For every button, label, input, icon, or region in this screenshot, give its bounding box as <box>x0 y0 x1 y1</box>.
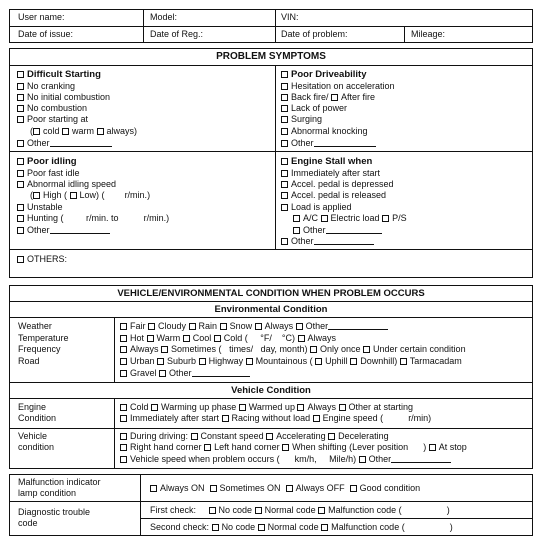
option-label: Always <box>264 321 294 331</box>
option-label: Downhill) <box>360 356 398 366</box>
header-divider <box>9 26 533 27</box>
option-label: Cool <box>192 333 212 343</box>
vehicle-section-title: VEHICLE/ENVIRONMENTAL CONDITION WHEN PROBLEM OCCURS <box>117 288 425 299</box>
lack-of-power-option[interactable] <box>281 103 347 114</box>
option-label: Accel. pedal is depressed <box>291 179 394 189</box>
option-label: Other <box>303 225 326 235</box>
checkbox[interactable] <box>17 181 24 188</box>
poor-fast-idle-option[interactable] <box>17 168 80 179</box>
checkbox[interactable] <box>17 227 24 234</box>
checkbox-high[interactable] <box>33 192 40 199</box>
option-label: Hot <box>130 333 145 343</box>
symptoms-others-divider <box>9 249 533 250</box>
option-label: Hesitation on acceleration <box>291 81 395 91</box>
checkbox-cold[interactable] <box>120 404 127 411</box>
checkbox-ps[interactable] <box>382 215 389 222</box>
option-label: No code <box>221 522 256 532</box>
road-options-2 <box>120 368 250 379</box>
option-label: Warming up phase <box>161 402 237 412</box>
vehicle-options-row1 <box>120 431 389 442</box>
option-label: Lack of power <box>291 103 348 113</box>
option-label: Hunting ( <box>27 213 64 223</box>
abnormal-idling-speed-option[interactable] <box>17 179 116 190</box>
option-label: Sometimes ON <box>219 483 281 493</box>
option-label: Suburb <box>167 356 197 366</box>
mileage-label: Mileage: <box>411 29 446 39</box>
checkbox[interactable] <box>281 128 288 135</box>
checkbox-warming-up[interactable] <box>151 404 158 411</box>
difficult-starting-heading: Difficult Starting <box>27 69 101 80</box>
engine-stall-option[interactable] <box>281 156 372 167</box>
option-label: Engine speed ( <box>322 413 384 423</box>
load-applied-option[interactable] <box>281 202 352 213</box>
checkbox[interactable] <box>17 105 24 112</box>
paren: ( <box>30 190 33 200</box>
option-label: Rain <box>198 321 218 331</box>
paren: ) <box>446 505 450 515</box>
difficult-starting-option[interactable] <box>17 69 101 80</box>
checkbox-during-driving[interactable] <box>120 433 127 440</box>
checkbox-tarmacadam[interactable] <box>400 358 407 365</box>
option-label: Urban <box>130 356 155 366</box>
header-col-divider <box>143 9 144 26</box>
checkbox-hot[interactable] <box>120 335 127 342</box>
back-fire-option[interactable] <box>281 92 375 103</box>
option-label: OTHERS: <box>27 254 68 264</box>
checkbox[interactable] <box>281 83 288 90</box>
surging-option[interactable] <box>281 114 322 125</box>
second-check-row <box>150 522 453 533</box>
option-label: Cloudy <box>158 321 187 331</box>
option-label: P/S <box>392 213 407 223</box>
checkbox-good-condition[interactable] <box>350 485 357 492</box>
temperature-label: Temperature <box>18 333 69 343</box>
option-label: Warm <box>156 333 181 343</box>
checkbox-urban[interactable] <box>120 358 127 365</box>
checkbox-always[interactable] <box>297 404 304 411</box>
option-label: No initial combustion <box>27 92 111 102</box>
vehicle-options-row3 <box>120 454 451 465</box>
road-label: Road <box>18 356 40 366</box>
option-label: No code <box>218 505 253 515</box>
option-label: Normal code <box>264 505 316 515</box>
option-label: Racing without load <box>231 413 311 423</box>
unstable-option[interactable] <box>17 202 63 213</box>
option-label: Other <box>291 236 314 246</box>
unit-label: r/min. to <box>86 213 119 223</box>
symptoms-title-divider <box>9 65 533 66</box>
option-label: Other at starting <box>348 402 414 412</box>
unit-label: km/h, <box>294 454 317 464</box>
option-label: High ( <box>43 190 68 200</box>
other-blank[interactable] <box>328 322 388 330</box>
poor-starting-conditions <box>30 126 137 137</box>
first-check-label: First check: <box>150 505 197 515</box>
other-blank[interactable] <box>50 139 112 147</box>
option-label: Cold ( <box>223 333 248 343</box>
checkbox-no-code[interactable] <box>209 507 216 514</box>
option-label: Abnormal knocking <box>291 126 368 136</box>
option-label: Abnormal idling speed <box>27 179 117 189</box>
option-label: warm <box>72 126 95 136</box>
option-label: cold <box>43 126 60 136</box>
environmental-condition-title: Environmental Condition <box>214 304 328 315</box>
dtc-label: Diagnostic trouble <box>18 507 91 517</box>
load-options <box>293 213 407 224</box>
option-label: Other <box>305 321 329 331</box>
date-of-issue-label: Date of issue: <box>18 29 74 39</box>
poor-idling-option[interactable] <box>17 156 77 167</box>
unit-label: °C) <box>281 333 296 343</box>
checkbox-vehicle-other[interactable] <box>359 456 366 463</box>
option-label: Snow <box>229 321 253 331</box>
other-blank[interactable] <box>314 139 376 147</box>
symptoms-col-divider <box>275 65 276 249</box>
checkbox-sometimes[interactable] <box>161 346 168 353</box>
option-label: During driving: <box>130 431 189 441</box>
checkbox-constant-speed[interactable] <box>191 433 198 440</box>
checkbox-at-stop[interactable] <box>429 444 436 451</box>
checkbox-cold[interactable] <box>214 335 221 342</box>
option-label: Sometimes ( <box>171 344 222 354</box>
no-combustion-option[interactable] <box>17 103 87 114</box>
checkbox-normal-code[interactable] <box>258 524 265 531</box>
other-blank[interactable] <box>314 237 374 245</box>
checkbox[interactable] <box>281 105 288 112</box>
checkbox-when-shifting[interactable] <box>282 444 289 451</box>
checkbox-sometimes-on[interactable] <box>210 485 217 492</box>
checkbox-other-at-starting[interactable] <box>339 404 346 411</box>
engine-options-row2 <box>120 413 431 424</box>
option-label: Uphill <box>325 356 348 366</box>
mil-label: Malfunction indicator <box>18 477 101 487</box>
col-divider <box>114 398 115 469</box>
option-label: Other <box>169 368 192 378</box>
checkbox-gravel[interactable] <box>120 370 127 377</box>
col-divider <box>114 317 115 382</box>
option-label: Other <box>27 225 50 235</box>
option-label: Other <box>291 138 314 148</box>
row-divider <box>9 382 533 383</box>
option-label: Surging <box>291 114 323 124</box>
option-label: Other <box>27 138 50 148</box>
option-label: Only once <box>319 344 361 354</box>
road-options <box>120 356 462 367</box>
checkbox-rain[interactable] <box>189 323 196 330</box>
checkbox-downhill[interactable] <box>350 358 357 365</box>
vehicle-options-row2 <box>120 442 467 453</box>
temperature-options <box>120 333 336 344</box>
frequency-label: Frequency <box>18 344 61 354</box>
weather-options <box>120 321 388 332</box>
checkbox-suburb[interactable] <box>157 358 164 365</box>
checkbox-cool[interactable] <box>183 335 190 342</box>
unit-label: Mile/h) <box>329 454 357 464</box>
option-label: Gravel <box>130 368 157 378</box>
checkbox-always[interactable] <box>255 323 262 330</box>
checkbox-malfunction-code[interactable] <box>318 507 325 514</box>
other-blank[interactable] <box>50 226 110 234</box>
option-label: Other <box>368 454 392 464</box>
mil-options <box>150 483 420 494</box>
immediately-after-start-option[interactable] <box>281 168 380 179</box>
problem-symptoms-title: PROBLEM SYMPTOMS <box>216 51 326 62</box>
poor-driveability-option[interactable] <box>281 69 367 80</box>
checkbox[interactable] <box>293 227 300 234</box>
row-divider <box>9 317 533 318</box>
checkbox-fair[interactable] <box>120 323 127 330</box>
checkbox-no-code[interactable] <box>212 524 219 531</box>
checkbox[interactable] <box>281 94 288 101</box>
checkbox-left-corner[interactable] <box>204 444 211 451</box>
checkbox-cloudy[interactable] <box>148 323 155 330</box>
load-other-option[interactable] <box>293 225 382 236</box>
unit-label: r/min.) <box>124 190 151 200</box>
checkbox[interactable] <box>281 158 288 165</box>
checkbox-temp-always[interactable] <box>298 335 305 342</box>
checkbox[interactable] <box>281 140 288 147</box>
stall-other-option[interactable] <box>281 236 374 247</box>
option-label: Low) ( <box>79 190 105 200</box>
abnormal-knocking-option[interactable] <box>281 126 368 137</box>
checkbox[interactable] <box>17 83 24 90</box>
option-label: No cranking <box>27 81 76 91</box>
unit-label: r/min) <box>408 413 432 423</box>
unit-label: °F/ <box>260 333 272 343</box>
vehicle-condition-label: condition <box>18 442 55 452</box>
first-check-row <box>150 505 450 516</box>
checkbox-highway[interactable] <box>199 358 206 365</box>
checkbox-right-corner[interactable] <box>120 444 127 451</box>
user-name-label: User name: <box>18 12 65 22</box>
option-label: Unstable <box>27 202 63 212</box>
no-cranking-option[interactable] <box>17 81 75 92</box>
option-label: Immediately after start <box>291 168 381 178</box>
checkbox[interactable] <box>17 116 24 123</box>
accel-released-option[interactable] <box>281 190 386 201</box>
option-label: Always ON <box>160 483 205 493</box>
accel-depressed-option[interactable] <box>281 179 394 190</box>
option-label: A/C <box>303 213 319 223</box>
engine-options-row1 <box>120 402 413 413</box>
other-blank[interactable] <box>192 369 250 377</box>
engine-stall-heading: Engine Stall when <box>291 156 373 167</box>
checkbox[interactable] <box>17 204 24 211</box>
paren: ) <box>423 442 427 452</box>
engine-condition-label: Condition <box>18 413 57 423</box>
other-blank[interactable] <box>391 455 451 463</box>
option-label: Cold <box>130 402 149 412</box>
poor-driveability-heading: Poor Driveability <box>291 69 367 80</box>
poor-starting-option[interactable] <box>17 114 88 125</box>
option-label: Normal code <box>267 522 319 532</box>
option-label: Immediately after start <box>130 413 220 423</box>
hesitation-option[interactable] <box>281 81 395 92</box>
checkbox-accelerating[interactable] <box>266 433 273 440</box>
vehicle-label: Vehicle <box>18 431 48 441</box>
checkbox-only-once[interactable] <box>310 346 317 353</box>
date-of-problem-label: Date of problem: <box>281 29 348 39</box>
checkbox[interactable] <box>281 116 288 123</box>
idling-speed-conditions <box>30 190 150 201</box>
model-label: Model: <box>150 12 178 22</box>
checkbox-vehicle-speed[interactable] <box>120 456 127 463</box>
checkbox-malfunction-code[interactable] <box>321 524 328 531</box>
dtc-label-2: code <box>18 518 38 528</box>
checkbox[interactable] <box>281 204 288 211</box>
idling-other-option[interactable] <box>17 225 110 236</box>
option-label: After fire <box>341 92 376 102</box>
option-label: Accelerating <box>276 431 326 441</box>
mil-label-2: lamp condition <box>18 488 77 498</box>
checkbox-road-other[interactable] <box>159 370 166 377</box>
unit-label: day, month) <box>260 344 308 354</box>
option-label: Highway <box>208 356 244 366</box>
checkbox-electric[interactable] <box>321 215 328 222</box>
checkbox-freq-always[interactable] <box>120 346 127 353</box>
checkbox-cold[interactable] <box>33 128 40 135</box>
checkbox[interactable] <box>17 170 24 177</box>
unit-label: times/ <box>229 344 254 354</box>
option-label: When shifting (Lever position <box>292 442 409 452</box>
difficult-starting-other-option[interactable] <box>17 138 112 149</box>
header-col-divider <box>275 9 276 43</box>
option-label: Poor starting at <box>27 114 89 124</box>
driveability-other-option[interactable] <box>281 138 376 149</box>
checkbox[interactable] <box>281 181 288 188</box>
checkbox[interactable] <box>17 215 24 222</box>
option-label: Always <box>307 402 336 412</box>
checkbox-warmed-up[interactable] <box>239 404 246 411</box>
option-label: Always <box>130 344 159 354</box>
checkbox[interactable] <box>281 71 288 78</box>
vehicle-condition-title: Vehicle Condition <box>231 385 311 396</box>
problem-symptoms-section <box>9 48 533 278</box>
checkbox[interactable] <box>281 170 288 177</box>
checkbox[interactable] <box>17 256 24 263</box>
col-divider <box>140 474 141 536</box>
option-label: Load is applied <box>291 202 352 212</box>
weather-label: Weather <box>18 321 52 331</box>
option-label: Good condition <box>359 483 421 493</box>
others-option[interactable] <box>17 254 67 265</box>
checkbox[interactable] <box>17 94 24 101</box>
checkbox-normal-code[interactable] <box>255 507 262 514</box>
option-label: Always OFF <box>295 483 345 493</box>
row-divider <box>140 518 533 519</box>
option-label: Constant speed <box>200 431 264 441</box>
option-label: No combustion <box>27 103 88 113</box>
checkbox[interactable] <box>17 158 24 165</box>
checkbox-immediately[interactable] <box>120 415 127 422</box>
option-label: Malfunction code ( <box>331 522 405 532</box>
checkbox-always[interactable] <box>97 128 104 135</box>
option-label: Electric load <box>330 213 380 223</box>
checkbox-engine-speed[interactable] <box>313 415 320 422</box>
option-label: Left hand corner <box>214 442 280 452</box>
no-initial-combustion-option[interactable] <box>17 92 110 103</box>
option-label: At stop <box>438 442 467 452</box>
header-col-divider <box>404 26 405 43</box>
checkbox-ac[interactable] <box>293 215 300 222</box>
frequency-options <box>120 344 466 355</box>
row-divider <box>9 428 533 429</box>
checkbox-after-fire[interactable] <box>331 94 338 101</box>
poor-idling-heading: Poor idling <box>27 156 77 167</box>
option-label: Back fire/ <box>291 92 329 102</box>
checkbox-low[interactable] <box>70 192 77 199</box>
other-blank[interactable] <box>326 226 382 234</box>
header-col-divider <box>143 26 144 43</box>
second-check-label: Second check: <box>150 522 210 532</box>
symptoms-row-divider <box>9 151 533 152</box>
option-label: Tarmacadam <box>409 356 462 366</box>
checkbox-warm[interactable] <box>147 335 154 342</box>
option-label: Malfunction code ( <box>328 505 402 515</box>
option-label: Right hand corner <box>130 442 202 452</box>
checkbox[interactable] <box>281 238 288 245</box>
checkbox-other[interactable] <box>296 323 303 330</box>
checkbox-certain-condition[interactable] <box>363 346 370 353</box>
checkbox[interactable] <box>281 192 288 199</box>
option-label: Vehicle speed when problem occurs ( <box>130 454 280 464</box>
option-label: Accel. pedal is released <box>291 190 387 200</box>
checkbox-uphill[interactable] <box>315 358 322 365</box>
checkbox-always-on[interactable] <box>150 485 157 492</box>
date-of-reg-label: Date of Reg.: <box>150 29 204 39</box>
option-label: Mountainous ( <box>255 356 313 366</box>
option-label: Always <box>307 333 337 343</box>
option-label: Poor fast idle <box>27 168 80 178</box>
vin-label: VIN: <box>281 12 299 22</box>
option-label: Decelerating <box>338 431 389 441</box>
checkbox-warm[interactable] <box>62 128 69 135</box>
option-label: Warmed up <box>248 402 295 412</box>
checkbox-decelerating[interactable] <box>328 433 335 440</box>
checkbox-mountainous[interactable] <box>246 358 253 365</box>
option-label: Fair <box>130 321 146 331</box>
checkbox-racing[interactable] <box>222 415 229 422</box>
option-label: Under certain condition <box>373 344 466 354</box>
checkbox[interactable] <box>17 71 24 78</box>
engine-label: Engine <box>18 402 47 412</box>
row-divider <box>9 501 533 502</box>
checkbox[interactable] <box>17 140 24 147</box>
checkbox-always-off[interactable] <box>286 485 293 492</box>
paren: ) <box>449 522 453 532</box>
unit-label: r/min.) <box>143 213 170 223</box>
paren: ( <box>30 126 33 136</box>
row-divider <box>9 398 533 399</box>
hunting-option[interactable] <box>17 213 169 224</box>
checkbox-snow[interactable] <box>220 323 227 330</box>
row-divider <box>9 301 533 302</box>
option-label: always) <box>106 126 138 136</box>
